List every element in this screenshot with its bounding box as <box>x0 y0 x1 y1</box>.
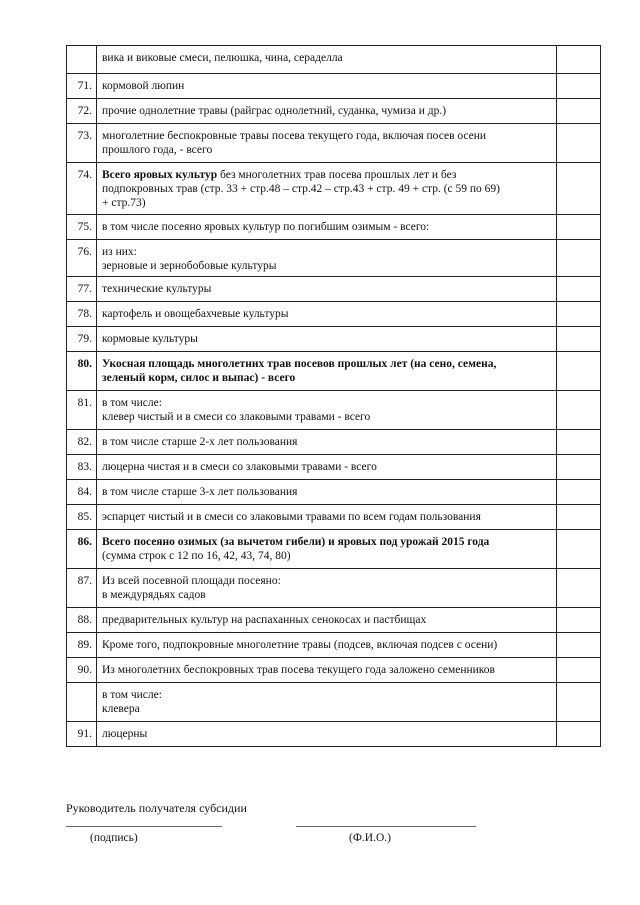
row-text-line: Из всей посевной площади посеяно: <box>102 575 281 587</box>
row-description <box>97 327 557 352</box>
row-number: 84. <box>67 480 97 505</box>
table-row <box>67 658 601 683</box>
table-row <box>67 608 601 633</box>
row-description <box>97 391 557 430</box>
value-cell[interactable] <box>557 240 601 277</box>
value-cell[interactable] <box>557 215 601 240</box>
row-text-line: в том числе посеяно яровых культур по погибшим озимым - всего: <box>102 221 430 233</box>
signature-line <box>66 826 222 827</box>
row-description <box>97 633 557 658</box>
row-description <box>97 124 557 163</box>
row-text-line: люцерны <box>102 728 148 740</box>
row-number: 86. <box>67 530 97 569</box>
row-number <box>67 683 97 722</box>
table-row <box>67 99 601 124</box>
row-description <box>97 163 557 215</box>
row-number: 91. <box>67 722 97 747</box>
row-text-line: прошлого года, - всего <box>102 144 213 156</box>
value-cell[interactable] <box>557 99 601 124</box>
row-text-line: люцерна чистая и в смеси со злаковыми травами - всего <box>102 461 377 473</box>
table-row <box>67 633 601 658</box>
row-number: 77. <box>67 277 97 302</box>
row-number: 87. <box>67 569 97 608</box>
table-row <box>67 46 601 74</box>
row-lead-text: Всего посеяно озимых (за вычетом гибели) и яровых под урожай 2015 года <box>102 536 490 548</box>
table-row <box>67 163 601 215</box>
table-row <box>67 352 601 391</box>
value-cell[interactable] <box>557 683 601 722</box>
row-text-line: Укосная площадь многолетних трав посевов прошлых лет (на сено, семена, <box>102 358 497 370</box>
value-cell[interactable] <box>557 277 601 302</box>
value-cell[interactable] <box>557 658 601 683</box>
row-number: 89. <box>67 633 97 658</box>
row-text-line: без многолетних трав посева прошлых лет и без <box>217 169 457 181</box>
table-row <box>67 240 601 277</box>
row-text-line: кормовые культуры <box>102 333 198 345</box>
row-description <box>97 430 557 455</box>
row-description <box>97 658 557 683</box>
table-row <box>67 530 601 569</box>
value-cell[interactable] <box>557 327 601 352</box>
row-description <box>97 569 557 608</box>
table-row <box>67 277 601 302</box>
row-description <box>97 722 557 747</box>
row-description <box>97 99 557 124</box>
row-number: 75. <box>67 215 97 240</box>
row-description <box>97 683 557 722</box>
row-number: 83. <box>67 455 97 480</box>
table-row <box>67 569 601 608</box>
row-text-line: Кроме того, подпокровные многолетние травы (подсев, включая подсев с осени) <box>102 639 498 651</box>
row-text-line: зеленый корм, силос и выпас) - всего <box>102 372 296 384</box>
value-cell[interactable] <box>557 46 601 74</box>
table-row <box>67 480 601 505</box>
table-row <box>67 124 601 163</box>
table-row <box>67 302 601 327</box>
row-number: 71. <box>67 74 97 99</box>
row-number: 81. <box>67 391 97 430</box>
row-number: 82. <box>67 430 97 455</box>
row-text-line: + стр.73) <box>102 197 146 209</box>
row-text-line: в междурядьях садов <box>102 589 206 601</box>
row-lead-text: Всего яровых культур <box>102 169 218 181</box>
table-body <box>67 46 601 747</box>
value-cell[interactable] <box>557 633 601 658</box>
row-text-line: клевер чистый и в смеси со злаковыми травами - всего <box>102 411 371 423</box>
row-text-line: подпокровных трав (стр. 33 + стр.48 – стр.42 – стр.43 + стр. 49 + стр. (с 59 по 69) <box>102 183 501 195</box>
row-text-line: в том числе старше 2-х лет пользования <box>102 436 298 448</box>
row-description <box>97 302 557 327</box>
row-number: 74. <box>67 163 97 215</box>
row-text-line: из них: <box>102 246 137 258</box>
row-number <box>67 46 97 74</box>
table-row <box>67 455 601 480</box>
value-cell[interactable] <box>557 163 601 215</box>
value-cell[interactable] <box>557 74 601 99</box>
name-label: (Ф.И.О.) <box>349 832 391 844</box>
row-description <box>97 480 557 505</box>
row-number: 79. <box>67 327 97 352</box>
value-cell[interactable] <box>557 530 601 569</box>
row-text-line: (сумма строк с 12 по 16, 42, 43, 74, 80) <box>102 550 291 562</box>
value-cell[interactable] <box>557 352 601 391</box>
row-text-line: многолетние беспокровные травы посева текущего года, включая посев осени <box>102 130 487 142</box>
row-text-line: в том числе старше 3-х лет пользования <box>102 486 298 498</box>
value-cell[interactable] <box>557 391 601 430</box>
footer-title: Руководитель получателя субсидии <box>66 801 247 815</box>
value-cell[interactable] <box>557 608 601 633</box>
row-description <box>97 277 557 302</box>
name-line <box>296 826 476 827</box>
row-number: 90. <box>67 658 97 683</box>
row-number: 78. <box>67 302 97 327</box>
row-text-line: зерновые и зернобобовые культуры <box>102 260 277 272</box>
row-description <box>97 240 557 277</box>
table-row <box>67 74 601 99</box>
row-number: 88. <box>67 608 97 633</box>
row-description <box>97 74 557 99</box>
value-cell[interactable] <box>557 722 601 747</box>
row-description <box>97 455 557 480</box>
row-number: 80. <box>67 352 97 391</box>
row-text-line: в том числе: <box>102 397 162 409</box>
value-cell[interactable] <box>557 480 601 505</box>
value-cell[interactable] <box>557 302 601 327</box>
crop-area-table <box>66 45 601 747</box>
value-cell[interactable] <box>557 430 601 455</box>
row-text-line: картофель и овощебахчевые культуры <box>102 308 289 320</box>
table-row <box>67 505 601 530</box>
table-row <box>67 722 601 747</box>
value-cell[interactable] <box>557 455 601 480</box>
row-text-line: Из многолетних беспокровных трав посева текущего года заложено семенников <box>102 664 495 676</box>
table-row <box>67 215 601 240</box>
row-text-line: вика и виковые смеси, пелюшка, чина, сераделла <box>102 52 343 64</box>
row-description <box>97 215 557 240</box>
row-text-line: прочие однолетние травы (райграс однолетний, суданка, чумиза и др.) <box>102 105 447 117</box>
row-description <box>97 530 557 569</box>
value-cell[interactable] <box>557 505 601 530</box>
row-text-line: кормовой люпин <box>102 80 185 92</box>
row-text-line: в том числе: <box>102 689 162 701</box>
table-row <box>67 391 601 430</box>
row-text-line: клевера <box>102 703 140 715</box>
row-description <box>97 352 557 391</box>
signature-label: (подпись) <box>90 832 138 844</box>
row-description <box>97 46 557 74</box>
row-text-line: предварительных культур на распаханных сенокосах и пастбищах <box>102 614 427 626</box>
row-description <box>97 608 557 633</box>
row-number: 73. <box>67 124 97 163</box>
row-number: 76. <box>67 240 97 277</box>
value-cell[interactable] <box>557 124 601 163</box>
row-text-line: технические культуры <box>102 283 212 295</box>
table-row <box>67 683 601 722</box>
row-text-line: эспарцет чистый и в смеси со злаковыми травами по всем годам пользования <box>102 511 481 523</box>
value-cell[interactable] <box>557 569 601 608</box>
row-description <box>97 505 557 530</box>
table-row <box>67 430 601 455</box>
table-row <box>67 327 601 352</box>
row-number: 72. <box>67 99 97 124</box>
row-number: 85. <box>67 505 97 530</box>
